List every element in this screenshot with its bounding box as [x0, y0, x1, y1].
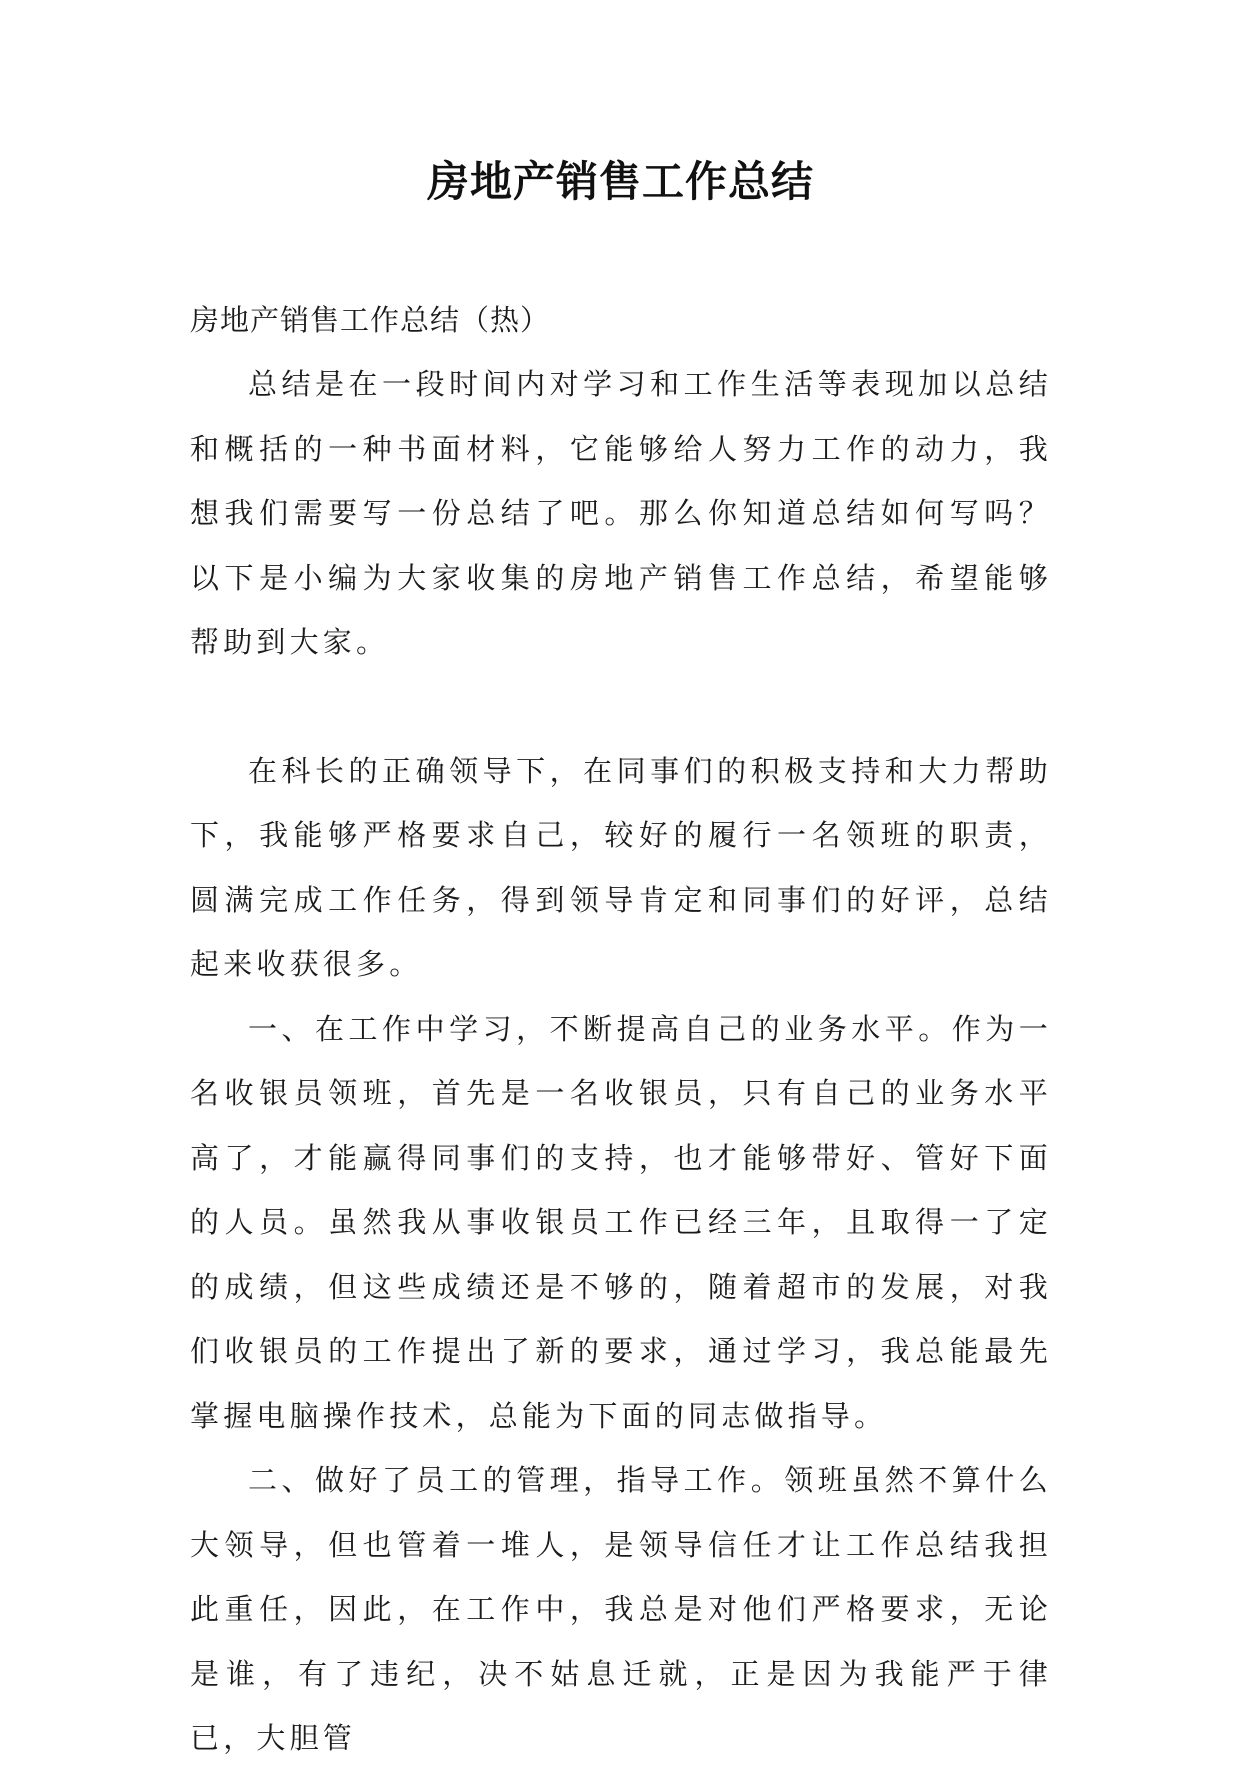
- intro-paragraph: 总结是在一段时间内对学习和工作生活等表现加以总结和概括的一种书面材料，它能够给人努力工作的动力，我想我们需要写一份总结了吧。那么你知道总结如何写吗？以下是小编为大家收集的房地产销售工作总结，希望能够帮助到大家。: [190, 367, 1052, 659]
- document-body: [190, 288, 1052, 1771]
- paragraph-gap: [190, 675, 1052, 739]
- body-paragraph: 在科长的正确领导下，在同事们的积极支持和大力帮助下，我能够严格要求自己，较好的履行一名领班的职责，圆满完成工作任务，得到领导肯定和同事们的好评，总结起来收获很多。: [190, 753, 1052, 981]
- body-paragraph: 一、在工作中学习，不断提高自己的业务水平。作为一名收银员领班，首先是一名收银员，只有自己的业务水平高了，才能赢得同事们的支持，也才能够带好、管好下面的人员。虽然我从事收银员工作已经三年，且取得一了定的成绩，但这些成绩还是不够的，随着超市的发展，对我们收银员的工作提出了新的要求，通过学习，我总能最先掌握电脑操作技术，总能为下面的同志做指导。: [190, 1011, 1052, 1433]
- document-title: 房地产销售工作总结: [426, 157, 814, 206]
- document-subtitle: 房地产销售工作总结（热）: [190, 303, 551, 337]
- body-paragraph: 二、做好了员工的管理，指导工作。领班虽然不算什么大领导，但也管着一堆人，是领导信任才让工作总结我担此重任，因此，在工作中，我总是对他们严格要求，无论是谁，有了违纪，决不姑息迁就，正是因为我能严于律已，大胆管: [190, 1463, 1052, 1755]
